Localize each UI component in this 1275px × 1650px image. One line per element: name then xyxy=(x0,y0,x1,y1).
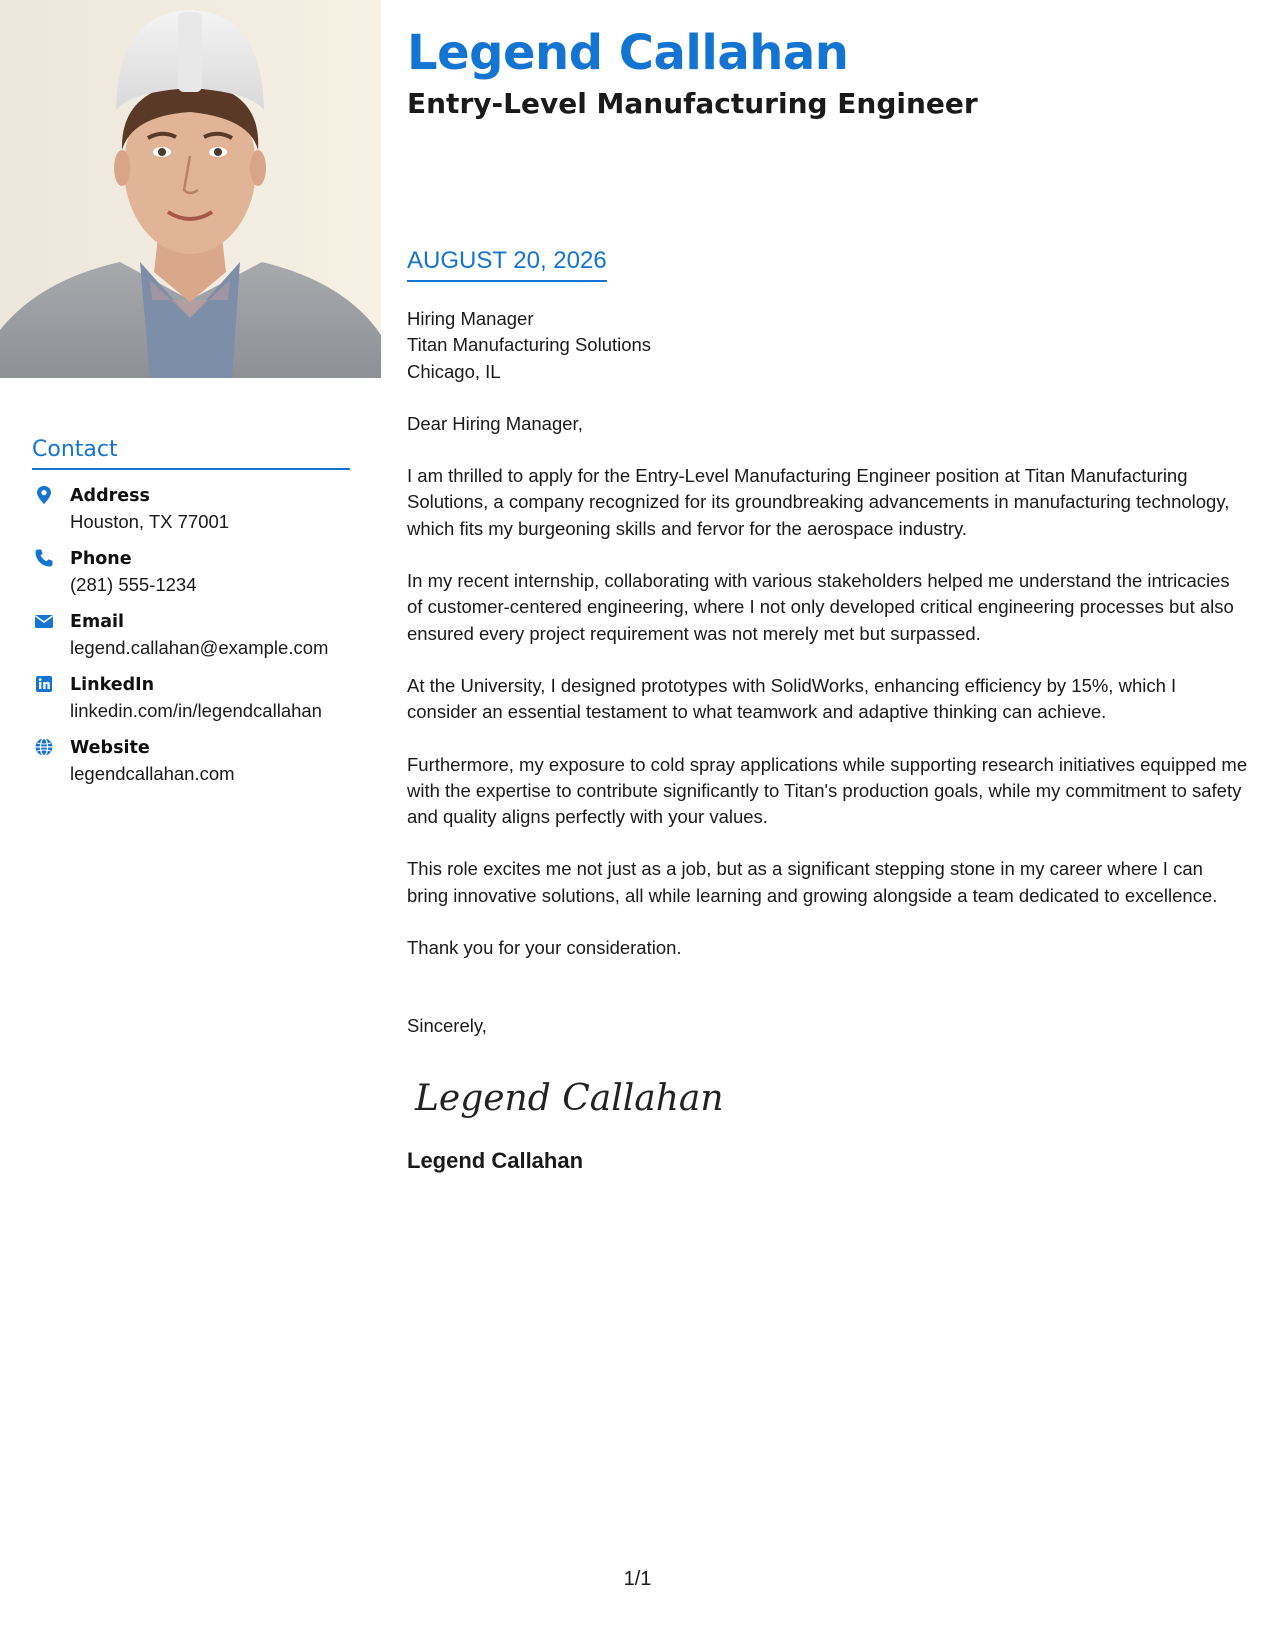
contact-label: Address xyxy=(70,486,150,506)
contact-label: LinkedIn xyxy=(70,675,155,695)
recipient-line: Chicago, IL xyxy=(407,360,501,382)
letter-paragraph: I am thrilled to apply for the Entry-Level Manufacturing Engineer position at Titan Manufacturing Solutions, a company recognized for its groundbreaking advancements in manufacturing technology, which fits my burgeoning skills and fervor for the aerospace industry. xyxy=(407,465,1230,539)
letter-paragraph: At the University, I designed prototypes with SolidWorks, enhancing efficiency by 15%, which I consider an essential testament to what teamwork and adaptive thinking can achieve. xyxy=(407,674,1177,723)
recipient-line: Hiring Manager xyxy=(407,308,534,329)
applicant-name: Legend Callahan xyxy=(407,25,849,81)
signature-text: Legend Callahan xyxy=(415,1077,724,1119)
recipient-block xyxy=(407,306,1249,385)
contact-value[interactable]: legendcallahan.com xyxy=(70,763,235,784)
letter-paragraph: Thank you for your consideration. xyxy=(407,937,682,959)
globe-icon xyxy=(34,737,54,757)
contact-value[interactable]: legend.callahan@example.com xyxy=(70,637,329,658)
letter-paragraph: In my recent internship, collaborating with various stakeholders helped me understand the intricacies of customer-centered engineering, where I not only developed critical engineering processes but also ensured every project requirement was not merely met but surpassed. xyxy=(407,570,1234,644)
letter-paragraph: Furthermore, my exposure to cold spray applications while supporting research initiatives equipped me with the expertise to contribute significantly to Titan's production goals, while my commitment to safety and quality aligns perfectly with your values. xyxy=(407,753,1248,828)
contact-label: Website xyxy=(70,738,150,758)
phone-icon xyxy=(34,548,54,568)
signature xyxy=(407,1066,1249,1126)
page-number: 1/1 xyxy=(623,1568,652,1590)
contact-item-email xyxy=(32,610,350,660)
contact-value: (281) 555-1234 xyxy=(70,574,197,595)
letter-body xyxy=(407,306,1249,1176)
applicant-title: Entry-Level Manufacturing Engineer xyxy=(407,87,978,120)
greeting: Dear Hiring Manager, xyxy=(407,412,583,434)
signer-name: Legend Callahan xyxy=(407,1147,584,1173)
contact-item-phone xyxy=(32,547,350,597)
envelope-icon xyxy=(34,611,54,631)
closing: Sincerely, xyxy=(407,1015,487,1037)
contact-value[interactable]: linkedin.com/in/legendcallahan xyxy=(70,700,322,721)
letter-paragraph: This role excites me not just as a job, but as a significant stepping stone in my career where I can bring innovative solutions, all while learning and growing alongside a team dedicated to excellence. xyxy=(407,858,1218,906)
contact-heading: Contact xyxy=(32,436,350,470)
letter-date: AUGUST 20, 2026 xyxy=(407,246,607,282)
contact-item-website xyxy=(32,736,350,786)
linkedin-icon xyxy=(34,674,54,694)
contact-value: Houston, TX 77001 xyxy=(70,511,230,532)
contact-label: Phone xyxy=(70,549,132,569)
contact-section xyxy=(32,436,350,799)
profile-photo xyxy=(0,0,381,378)
contact-item-linkedin xyxy=(32,673,350,723)
header xyxy=(407,20,1249,122)
recipient-line: Titan Manufacturing Solutions xyxy=(407,334,652,356)
map-pin-icon xyxy=(34,485,54,505)
contact-item-address xyxy=(32,484,350,534)
contact-label: Email xyxy=(70,612,124,632)
